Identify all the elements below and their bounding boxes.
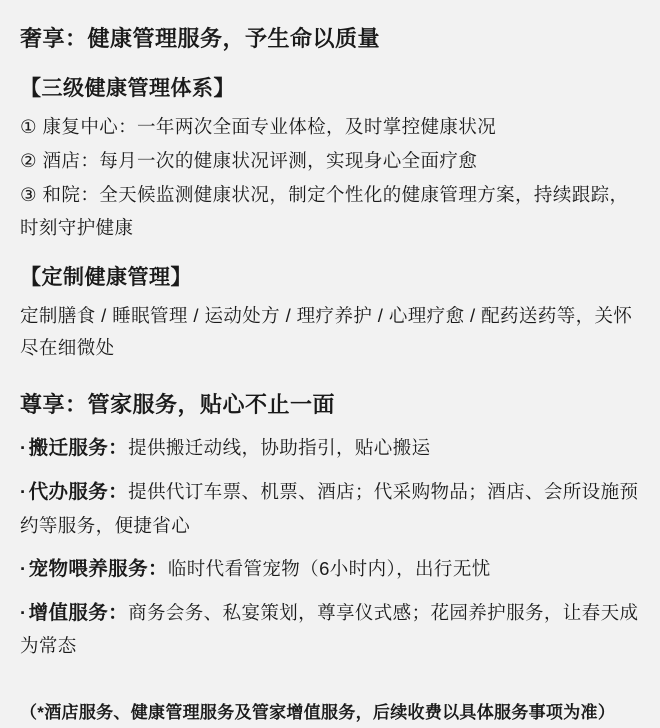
list-item-text: 提供代订车票、机票、酒店；代采购物品；酒店、会所设施预约等服务，便捷省心 — [20, 481, 639, 536]
footnote-disclaimer: （*酒店服务、健康管理服务及管家增值服务，后续收费以具体服务事项为准） — [20, 702, 616, 722]
bullet-icon: · — [20, 481, 27, 503]
bullet-icon: · — [20, 602, 27, 623]
list-item-label: 宠物喂养服务： — [28, 557, 168, 580]
list-item-label: 代办服务： — [28, 481, 129, 504]
paragraph-custom-health-items: 定制膳食 / 睡眠管理 / 运动处方 / 理疗养护 / 心理疗愈 / 配药送药等，关怀尽在细微处 — [20, 304, 633, 358]
list-item-label: 增值服务： — [28, 602, 129, 624]
paragraph-hotel: ② 酒店：每月一次的健康状况评测，实现身心全面疗愈 — [20, 149, 478, 171]
page-title-butler: 尊享：管家服务，贴心不止一面 — [20, 392, 336, 418]
list-item-text: 提供搬迁动线，协助指引，贴心搬运 — [128, 437, 431, 459]
list-item-text: 临时代看管宠物（6小时内），出行无忧 — [167, 557, 491, 579]
list-item — [20, 475, 640, 542]
list-item — [20, 431, 640, 465]
paragraph-rehab-center: ① 康复中心：一年两次全面专业体检，及时掌控健康状况 — [20, 115, 497, 137]
list-item-label: 搬迁服务： — [28, 437, 129, 460]
heading-health-system: 【三级健康管理体系】 — [20, 77, 235, 100]
list-item — [20, 596, 640, 663]
heading-custom-health: 【定制健康管理】 — [20, 266, 192, 289]
section-spacer — [20, 366, 640, 388]
paragraph-heyuan: ③ 和院：全天候监测健康状况，制定个性化的健康管理方案，持续跟踪，时刻守护健康 — [20, 184, 629, 238]
bullet-icon: · — [20, 557, 27, 579]
bullet-icon: · — [20, 437, 27, 459]
list-item — [20, 552, 640, 586]
page-title-luxury: 奢享：健康管理服务，予生命以质量 — [20, 26, 381, 51]
list-item-text: 商务会务、私宴策划，尊享仪式感；花园养护服务，让春天成为常态 — [20, 602, 639, 657]
